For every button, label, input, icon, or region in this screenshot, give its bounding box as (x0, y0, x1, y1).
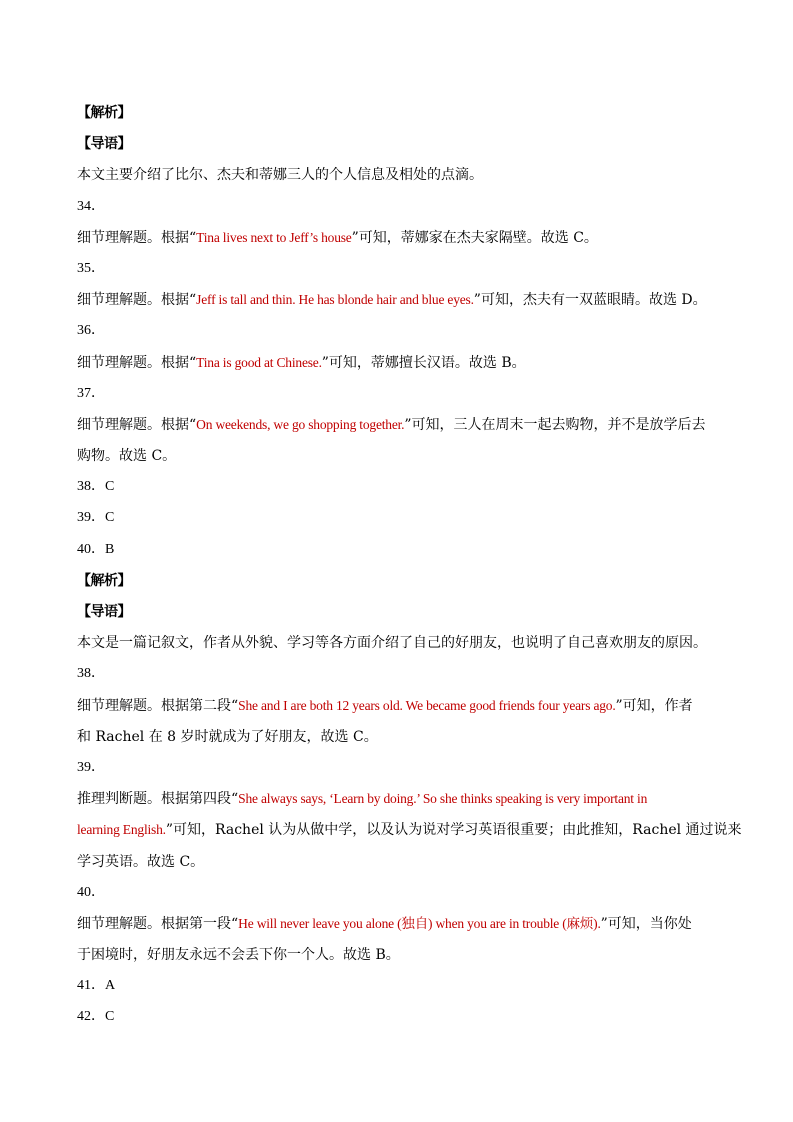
quoted-english-text: She always says, ‘Learn by doing.’ So she thinks speaking is very important in (238, 791, 648, 807)
explanation-text: ”可知，作者 (615, 697, 693, 714)
quoted-english-text: He will never leave you alone (独自) when you are in trouble (麻烦). (238, 915, 601, 931)
explanation-line (77, 695, 719, 726)
quoted-english-text: Jeff is tall and thin. He has blonde hair and blue eyes. (196, 292, 474, 308)
question-number: 39． (77, 759, 105, 775)
explanation-line (77, 414, 719, 445)
explanation-line (77, 788, 719, 819)
question-number: 39．C (77, 510, 115, 526)
question-number: 41．A (77, 978, 116, 994)
section-heading: 【解析】 (77, 572, 131, 589)
section-heading: 【导语】 (77, 604, 131, 620)
explanation-line (77, 445, 719, 476)
explanation-text: 学习英语。故选 C。 (77, 853, 205, 870)
explanation-text: 细节理解题。根据“ (77, 229, 197, 246)
quoted-english-text: She and I are both 12 years old. We became good friends four years ago. (238, 697, 616, 713)
explanation-text: ”可知，三人在周末一起去购物，并不是放学后去 (404, 416, 706, 433)
explanation-line (77, 227, 719, 258)
question-number: 36． (77, 323, 105, 339)
explanation-text: 细节理解题。根据“ (77, 292, 197, 309)
explanation-text: ”可知，杰夫有一双蓝眼睛。故选 D。 (473, 292, 707, 309)
explanation-text: 本文主要介绍了比尔、杰夫和蒂娜三人的个人信息及相处的点滴。 (77, 167, 483, 184)
question-number: 42．C (77, 1009, 115, 1025)
question-number: 35． (77, 260, 105, 276)
explanation-text: 细节理解题。根据“ (77, 416, 197, 433)
explanation-text: 购物。故选 C。 (77, 448, 177, 465)
explanation-text: 细节理解题。根据“ (77, 354, 197, 371)
explanation-text: 细节理解题。根据第二段“ (77, 697, 239, 714)
document-page (77, 102, 742, 1038)
explanation-line (77, 164, 719, 195)
explanation-text: 本文是一篇记叙文，作者从外貌、学习等各方面介绍了自己的好朋友，也说明了自己喜欢朋友的原因。 (77, 635, 707, 652)
question-number: 40． (77, 884, 105, 900)
question-number: 38．C (77, 479, 115, 495)
explanation-text: 推理判断题。根据第四段“ (77, 791, 239, 808)
explanation-line (77, 913, 719, 944)
question-number: 37． (77, 385, 105, 401)
quoted-english-text: Tina is good at Chinese. (196, 354, 322, 370)
explanation-line (77, 632, 719, 663)
section-heading: 【导语】 (77, 136, 131, 153)
question-number: 34． (77, 198, 105, 214)
question-number: 40．B (77, 541, 115, 557)
explanation-text: 和 Rachel 在 8 岁时就成为了好朋友，故选 C。 (77, 728, 378, 745)
explanation-text: ”可知，Rachel 认为从做中学，以及认为说对学习英语很重要；由此推知，Rachel 通过说来 (165, 822, 742, 839)
explanation-line (77, 289, 719, 320)
quoted-english-text: learning English. (77, 822, 166, 838)
explanation-line (77, 726, 719, 757)
explanation-text: 细节理解题。根据第一段“ (77, 915, 239, 932)
explanation-text: 于困境时，好朋友永远不会丢下你一个人。故选 B。 (77, 947, 400, 964)
explanation-text: ”可知，蒂娜擅长汉语。故选 B。 (321, 354, 526, 371)
quoted-english-text: Tina lives next to Jeff’s house (196, 229, 352, 245)
question-number: 38． (77, 666, 105, 682)
explanation-text: ”可知，蒂娜家在杰夫家隔壁。故选 C。 (351, 229, 598, 246)
explanation-line (77, 851, 719, 882)
explanation-line (77, 352, 719, 383)
explanation-text: ”可知，当你处 (600, 915, 692, 932)
explanation-line (77, 944, 719, 975)
quoted-english-text: On weekends, we go shopping together. (196, 416, 405, 432)
section-heading: 【解析】 (77, 105, 131, 121)
explanation-line (77, 819, 742, 850)
